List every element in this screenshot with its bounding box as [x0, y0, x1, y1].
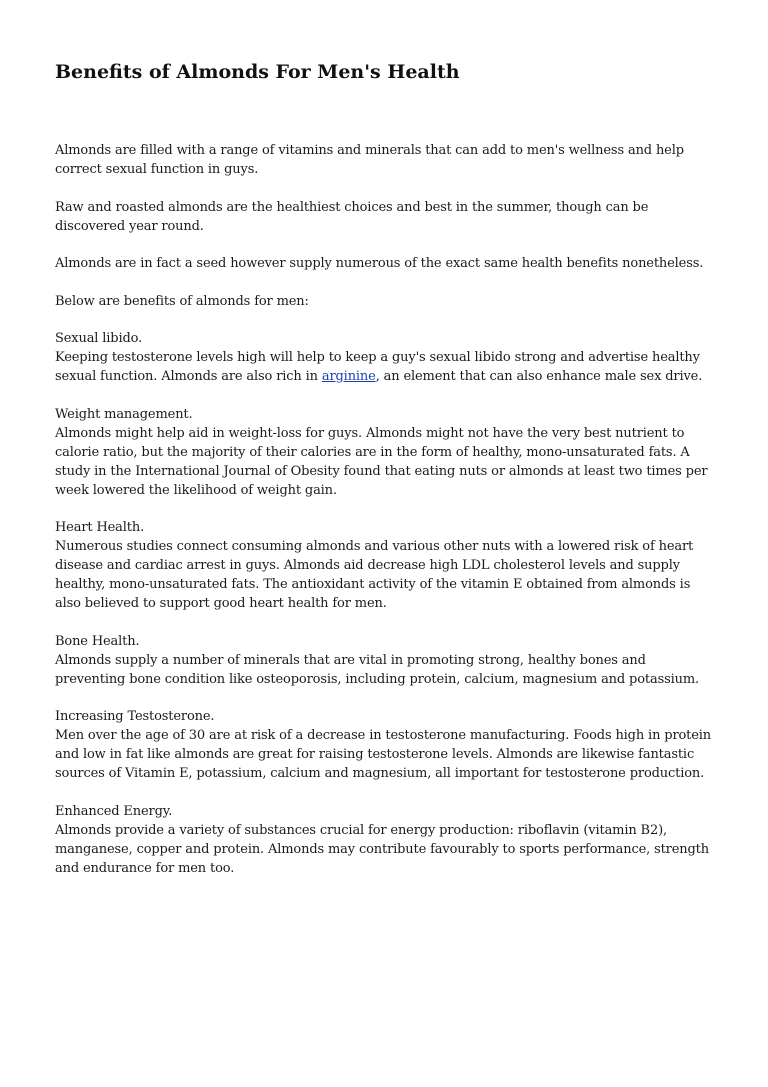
intro-paragraph-1: Almonds are filled with a range of vitamins and minerals that can add to men's wellness and help correct sexual function in guys.	[55, 143, 684, 177]
section-heart-health	[55, 518, 717, 613]
section-body: Almonds provide a variety of substances crucial for energy production: riboflavin (vitamin B2), manganese, copper and protein. Almonds may contribute favourably to sports performance, strength and endurance for men too.	[55, 822, 709, 876]
section-body	[55, 348, 717, 386]
section-increasing-testosterone	[55, 707, 717, 783]
section-heading: Weight management.	[55, 406, 193, 422]
section-heading: Enhanced Energy.	[55, 803, 173, 819]
section-text: , an element that can also enhance male sex drive.	[375, 369, 703, 384]
document-page	[55, 58, 717, 896]
article-body	[55, 141, 717, 878]
section-weight-management	[55, 405, 717, 500]
section-body: Numerous studies connect consuming almonds and various other nuts with a lowered risk of heart disease and cardiac arrest in guys. Almonds aid decrease high LDL cholesterol levels and supply healthy, mono-unsaturated fats. The antioxidant activity of the vitamin E obtained from almonds is also believed to support good heart health for men.	[55, 539, 694, 611]
section-bone-health	[55, 632, 717, 689]
section-heading: Sexual libido.	[55, 331, 143, 346]
section-heading: Increasing Testosterone.	[55, 709, 215, 724]
intro-paragraph-4: Below are benefits of almonds for men:	[55, 293, 309, 309]
section-body: Almonds supply a number of minerals that are vital in promoting strong, healthy bones and preventing bone condition like osteoporosis, including protein, calcium, magnesium and potassium.	[55, 652, 700, 687]
section-sexual-libido	[55, 329, 717, 386]
page-title: Benefits of Almonds For Men's Health	[55, 61, 460, 83]
arginine-link[interactable]: arginine	[321, 369, 376, 384]
intro-paragraph-2: Raw and roasted almonds are the healthiest choices and best in the summer, though can be discovered year round.	[55, 199, 649, 234]
intro-paragraph-3: Almonds are in fact a seed however supply numerous of the exact same health benefits nonetheless.	[55, 256, 704, 271]
section-text: Keeping testosterone levels high will help to keep a guy's sexual libido strong and advertise healthy sexual function. Almonds are also rich in	[55, 350, 700, 384]
section-heading: Bone Health.	[55, 633, 140, 649]
section-body: Men over the age of 30 are at risk of a decrease in testosterone manufacturing. Foods high in protein and low in fat like almonds are great for raising testosterone levels. Almonds are likewise fantastic sources of Vitamin E, potassium, calcium and magnesium, all important for testosterone production.	[55, 728, 712, 781]
section-enhanced-energy	[55, 802, 717, 878]
section-heading: Heart Health.	[55, 520, 145, 535]
section-body: Almonds might help aid in weight-loss for guys. Almonds might not have the very best nutrient to calorie ratio, but the majority of their calories are in the form of healthy, mono-unsaturated fats. A study in the International Journal of Obesity found that eating nuts or almonds at least two times per week lowered the likelihood of weight gain.	[55, 425, 708, 498]
